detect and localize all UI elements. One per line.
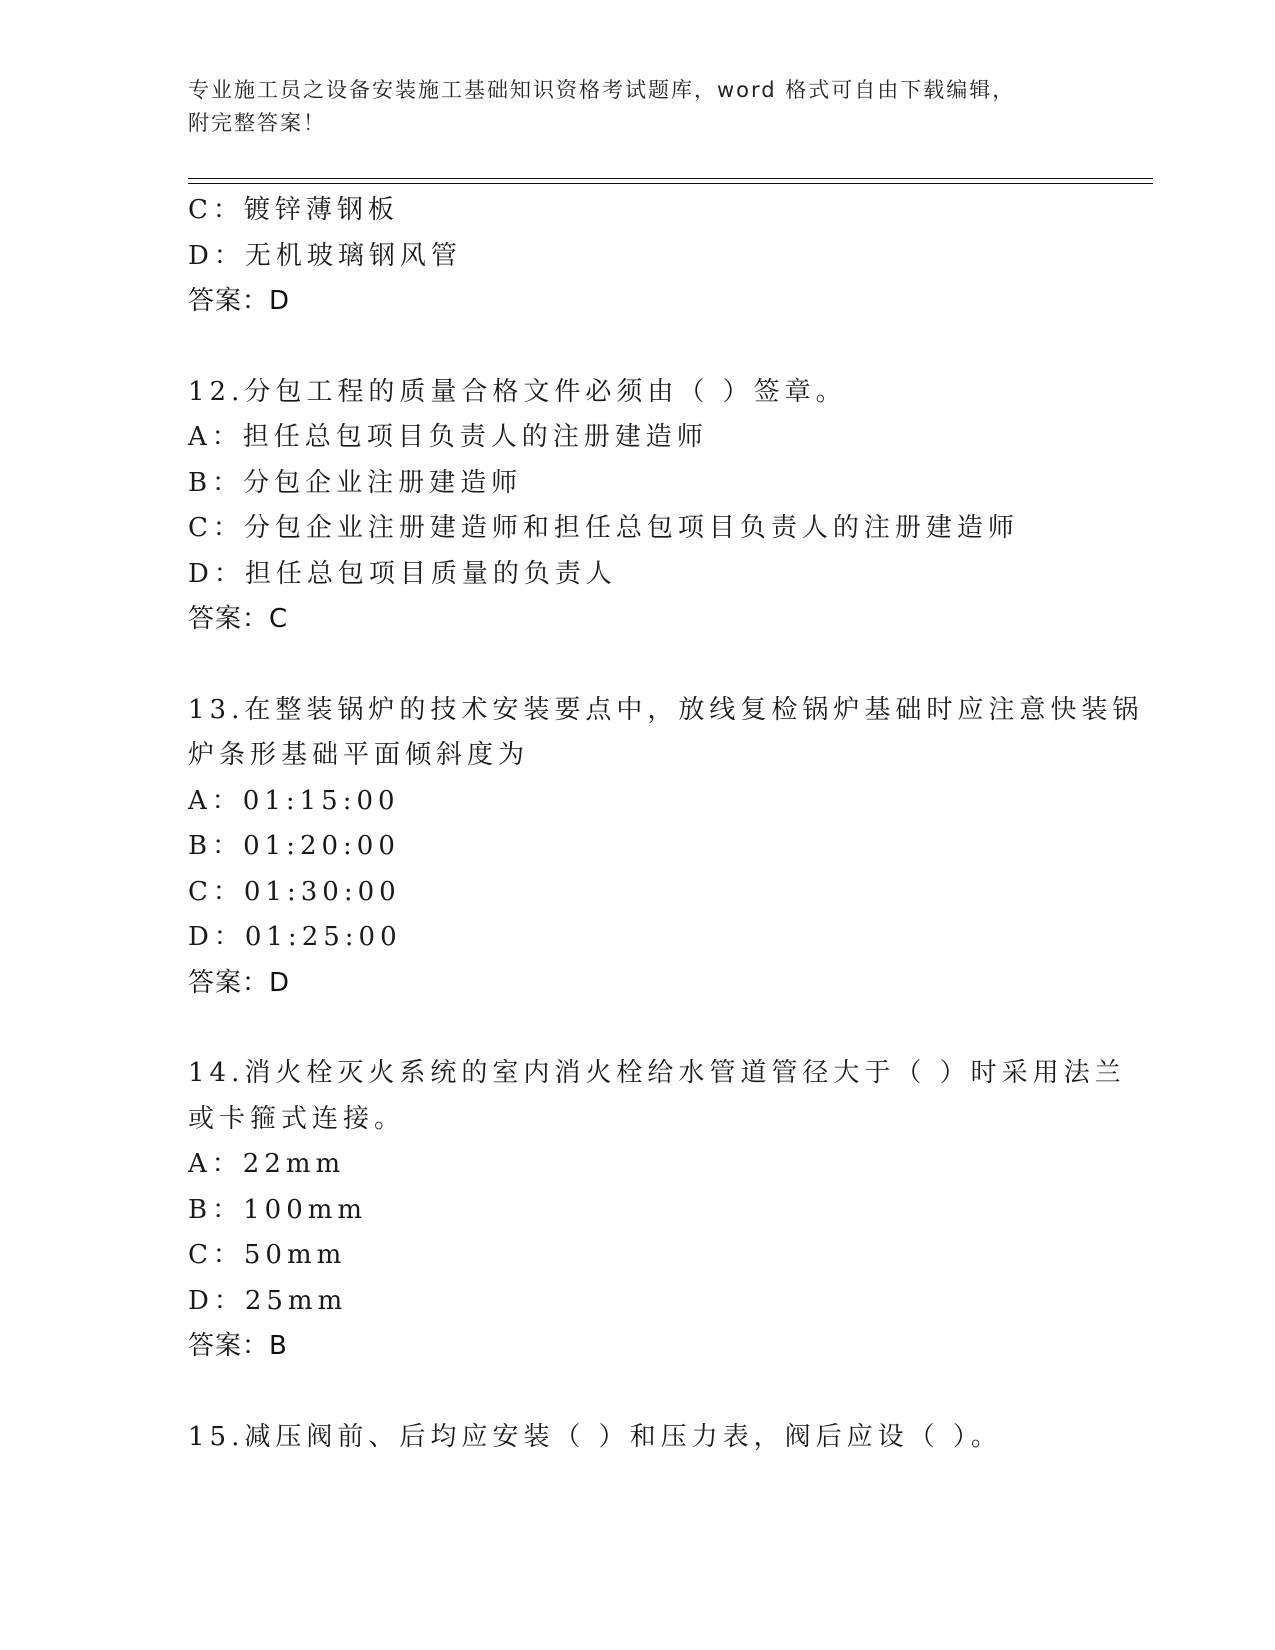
option-d: D：担任总包项目质量的负责人	[188, 558, 617, 589]
option-a: A：22mm	[188, 1149, 346, 1179]
question-11-continued	[188, 188, 1088, 325]
answer-line: 答案：D	[188, 967, 291, 998]
option-a: A：01:15:00	[188, 785, 400, 816]
header-divider-top	[188, 178, 1153, 179]
question-stem: 15.减压阀前、后均应安装（ ）和压力表，阀后应设（ ）。	[188, 1421, 1002, 1452]
answer-line: 答案：D	[188, 286, 291, 316]
answer-line: 答案：C	[188, 604, 289, 634]
option-b: B：分包企业注册建造师	[188, 467, 523, 498]
header-line-2: 附完整答案！	[188, 111, 326, 135]
question-stem: 12.分包工程的质量合格文件必须由（ ）签章。	[188, 376, 847, 407]
question-14	[188, 1051, 1126, 1370]
question-13	[188, 688, 1144, 1007]
option-a: A：担任总包项目负责人的注册建造师	[188, 422, 708, 452]
answer-line: 答案：B	[188, 1331, 288, 1361]
option-c: C：50mm	[188, 1240, 347, 1270]
question-12	[188, 370, 1088, 643]
document-body	[188, 188, 1144, 1460]
option-d: D：25mm	[188, 1285, 348, 1316]
document-header	[188, 74, 1088, 140]
question-stem-line-1: 14.消火栓灭火系统的室内消火栓给水管道管径大于（ ）时采用法兰	[188, 1058, 1126, 1088]
header-divider-bottom	[188, 183, 1153, 184]
option-c: C：01:30:00	[188, 876, 401, 907]
question-stem-line-1: 13.在整装锅炉的技术安装要点中，放线复检锅炉基础时应注意快装锅	[188, 694, 1144, 725]
option-c: C：镀锌薄钢板	[188, 195, 399, 225]
option-d: D：01:25:00	[188, 922, 402, 952]
question-stem-line-2: 炉条形基础平面倾斜度为	[188, 740, 530, 770]
question-stem-line-2: 或卡箍式连接。	[188, 1103, 406, 1134]
option-c: C：分包企业注册建造师和担任总包项目负责人的注册建造师	[188, 513, 1019, 543]
question-15	[188, 1415, 1088, 1461]
option-b: B：100mm	[188, 1194, 368, 1225]
option-d: D：无机玻璃钢风管	[188, 240, 462, 271]
option-b: B：01:20:00	[188, 831, 400, 861]
header-line-1: 专业施工员之设备安装施工基础知识资格考试题库，word 格式可自由下载编辑，	[188, 78, 1016, 102]
